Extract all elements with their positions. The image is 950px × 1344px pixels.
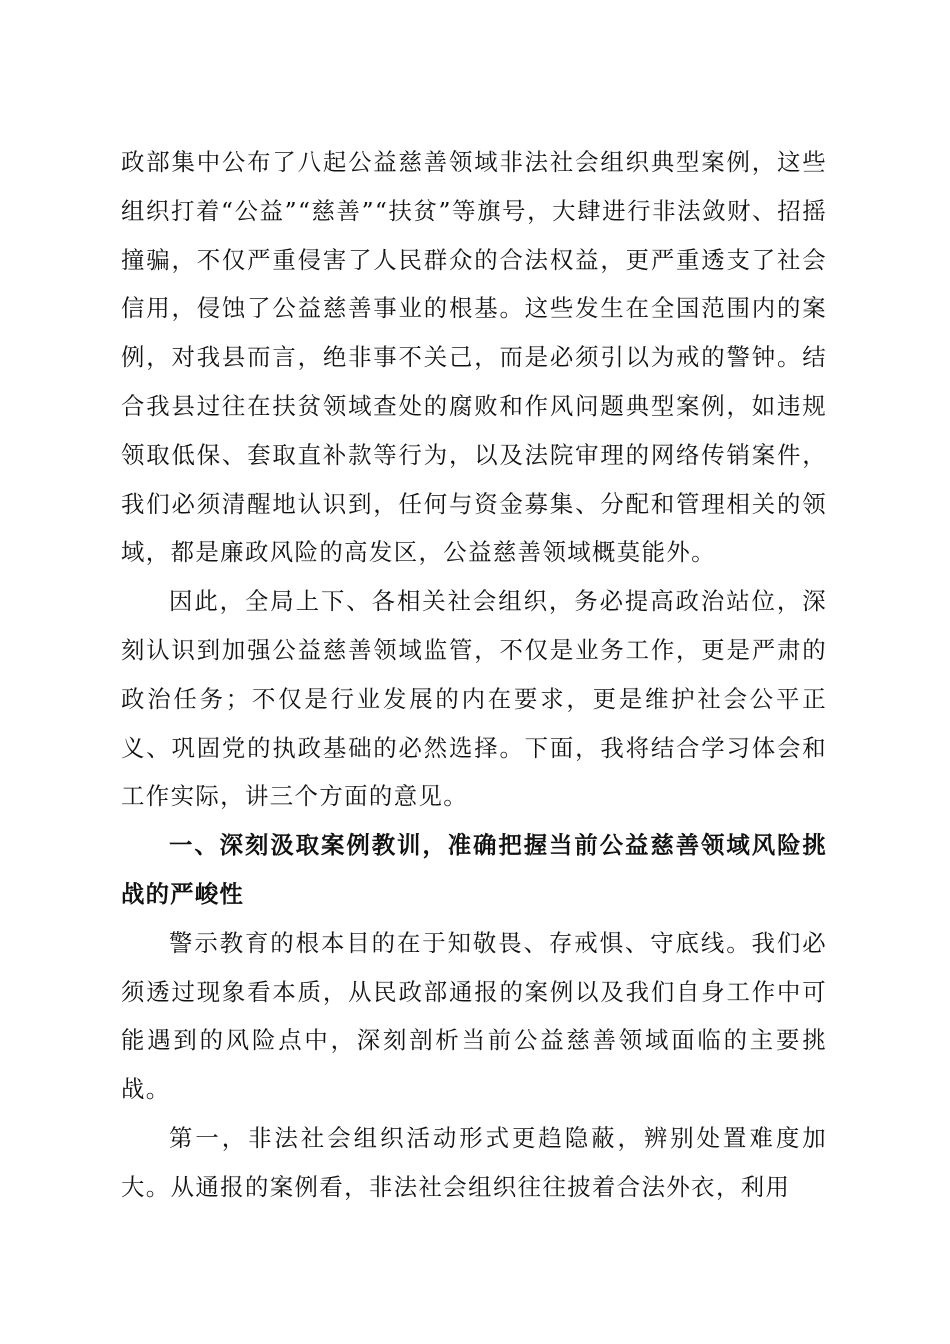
paragraph-case-overview: 政部集中公布了八起公益慈善领域非法社会组织典型案例，这些组织打着“公益”“慈善”“扶贫”等旗号，大肆进行非法敛财、招摇撞骗，不仅严重侵害了人民群众的合法权益，更严重透支了社会信用，侵蚀了公益慈善事业的根基。这些发生在全国范围内的案例，对我县而言，绝非事不关己，而是必须引以为戒的警钟。结合我县过往在扶贫领域查处的腐败和作风问题典型案例，如违规领取低保、套取直补款等行为，以及法院审理的网络传销案件，我们必须清醒地认识到，任何与资金募集、分配和管理相关的领域，都是廉政风险的高发区，公益慈善领域概莫能外。 (121, 148, 827, 567)
paragraph-first-point: 第一，非法社会组织活动形式更趋隐蔽，辨别处置难度加大。从通报的案例看，非法社会组织往往披着合法外衣，利用 (121, 1123, 827, 1201)
paragraph-warning-education: 警示教育的根本目的在于知敬畏、存戒惧、守底线。我们必须透过现象看本质，从民政部通报的案例以及我们自身工作中可能遇到的风险点中，深刻剖析当前公益慈善领域面临的主要挑战。 (121, 928, 827, 1104)
document-page (121, 138, 827, 1212)
section-heading-one: 一、深刻汲取案例教训，准确把握当前公益慈善领域风险挑战的严峻性 (121, 831, 827, 908)
paragraph-political-stance: 因此，全局上下、各相关社会组织，务必提高政治站位，深刻认识到加强公益慈善领域监管，不仅是业务工作，更是严肃的政治任务；不仅是行业发展的内在要求，更是维护社会公平正义、巩固党的执政基础的必然选择。下面，我将结合学习体会和工作实际，讲三个方面的意见。 (121, 587, 827, 811)
